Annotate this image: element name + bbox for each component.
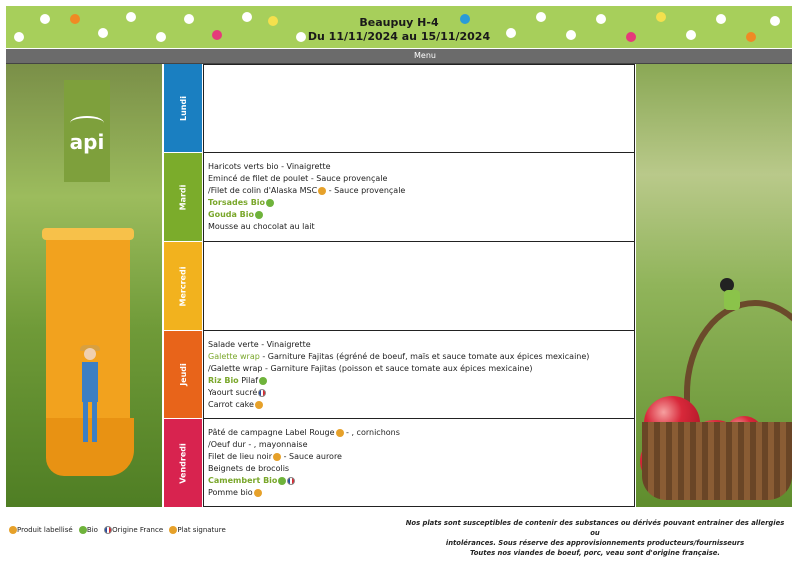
menu-cell-vendredi [203, 418, 635, 507]
bio-badge-icon [278, 477, 286, 485]
logo-text: api [69, 130, 105, 154]
boot-rim [42, 228, 134, 240]
menu-column-label: Menu [414, 51, 436, 60]
menu-item: Salade verte - Vinaigrette [208, 340, 311, 349]
child-illustration [76, 348, 104, 446]
menu-header-bar [6, 49, 792, 64]
menu-item: Beignets de brocolis [208, 464, 290, 473]
menu-cell-lundi [203, 64, 635, 153]
legend-france: Origine France [112, 526, 164, 534]
signature-badge-icon [255, 401, 263, 409]
label-badge-icon [273, 453, 281, 461]
legend-label: Produit labellisé [17, 526, 73, 534]
day-label-mercredi [164, 242, 202, 330]
day-label-vendredi [164, 419, 202, 507]
day-label-jeudi [164, 331, 202, 418]
bio-badge-icon [79, 526, 87, 534]
logo-arc [70, 116, 104, 130]
menu-item: Haricots verts bio - Vinaigrette [208, 162, 331, 171]
france-flag-icon [258, 389, 266, 397]
label-badge-icon [254, 489, 262, 497]
disclaimer-line: intolérances. Sous réserve des approvisionnements producteurs/fournisseurs [445, 539, 745, 547]
left-photo [6, 64, 162, 507]
menu-item: Gouda Bio [208, 209, 630, 221]
menu-item: Mousse au chocolat au lait [208, 222, 315, 231]
rain-boot-image [40, 228, 138, 478]
date-range: Du 11/11/2024 au 15/11/2024 [307, 30, 491, 43]
menu-item: Emincé de filet de poulet - Sauce provençale [208, 174, 388, 183]
menu-item: /Filet de colin d'Alaska MSC - Sauce provençale [208, 186, 406, 195]
page-title: Beaupuy H-4 [359, 16, 439, 29]
day-name: Vendredi [178, 442, 188, 484]
legend-bio: Bio [86, 526, 98, 534]
header-banner [6, 6, 792, 48]
menu-item: /Oeuf dur - , mayonnaise [208, 440, 308, 449]
menu-item: Pomme bio [208, 487, 630, 499]
menu-item: Riz Bio Pilaf [208, 375, 630, 387]
climbing-figure [716, 278, 746, 318]
legend [8, 526, 229, 534]
day-name: Mardi [178, 184, 188, 210]
label-badge-icon [336, 429, 344, 437]
figure-body [724, 290, 740, 310]
label-badge-icon [9, 526, 17, 534]
child-leg [83, 402, 88, 442]
disclaimer-line: Toutes nos viandes de boeuf, porc, veau sont d'origine française. [470, 549, 720, 557]
bio-badge-icon [255, 211, 263, 219]
menu-item: /Galette wrap - Garniture Fajitas (poisson et sauce tomate aux épices mexicaine) [208, 364, 533, 373]
day-label-mardi [164, 153, 202, 241]
right-photo [636, 64, 792, 507]
legend-signature: Plat signature [177, 526, 226, 534]
menu-item: Galette wrap - Garniture Fajitas (égréné de boeuf, maïs et sauce tomate aux épices mexicaine) [208, 352, 590, 361]
day-label-lundi [164, 64, 202, 152]
menu-item: Carrot cake [208, 399, 630, 411]
disclaimer [400, 518, 790, 558]
menu-item: Camembert Bio [208, 475, 630, 487]
bio-badge-icon [266, 199, 274, 207]
api-logo [64, 80, 110, 182]
day-name: Jeudi [178, 363, 188, 386]
menu-cell-jeudi [203, 330, 635, 419]
child-leg [92, 402, 97, 442]
menu-item: Filet de lieu noir - Sauce aurore [208, 452, 342, 461]
menu-item: Pâté de campagne Label Rouge - , cornichons [208, 428, 400, 437]
menu-item: Torsades Bio [208, 197, 630, 209]
apple-basket-image [644, 300, 792, 500]
menu-cell-mercredi [203, 241, 635, 331]
child-body [82, 362, 98, 402]
day-name: Mercredi [178, 266, 188, 306]
france-flag-icon [104, 526, 112, 534]
disclaimer-line: Nos plats sont susceptibles de contenir des substances ou dérivés pouvant entrainer des allergies ou [405, 519, 785, 537]
day-name: Lundi [178, 95, 188, 121]
label-badge-icon [318, 187, 326, 195]
basket-body [642, 422, 792, 500]
bio-badge-icon [259, 377, 267, 385]
menu-cell-mardi [203, 152, 635, 242]
child-head [84, 348, 96, 360]
france-flag-icon [287, 477, 295, 485]
menu-item: Yaourt sucré [208, 387, 630, 399]
